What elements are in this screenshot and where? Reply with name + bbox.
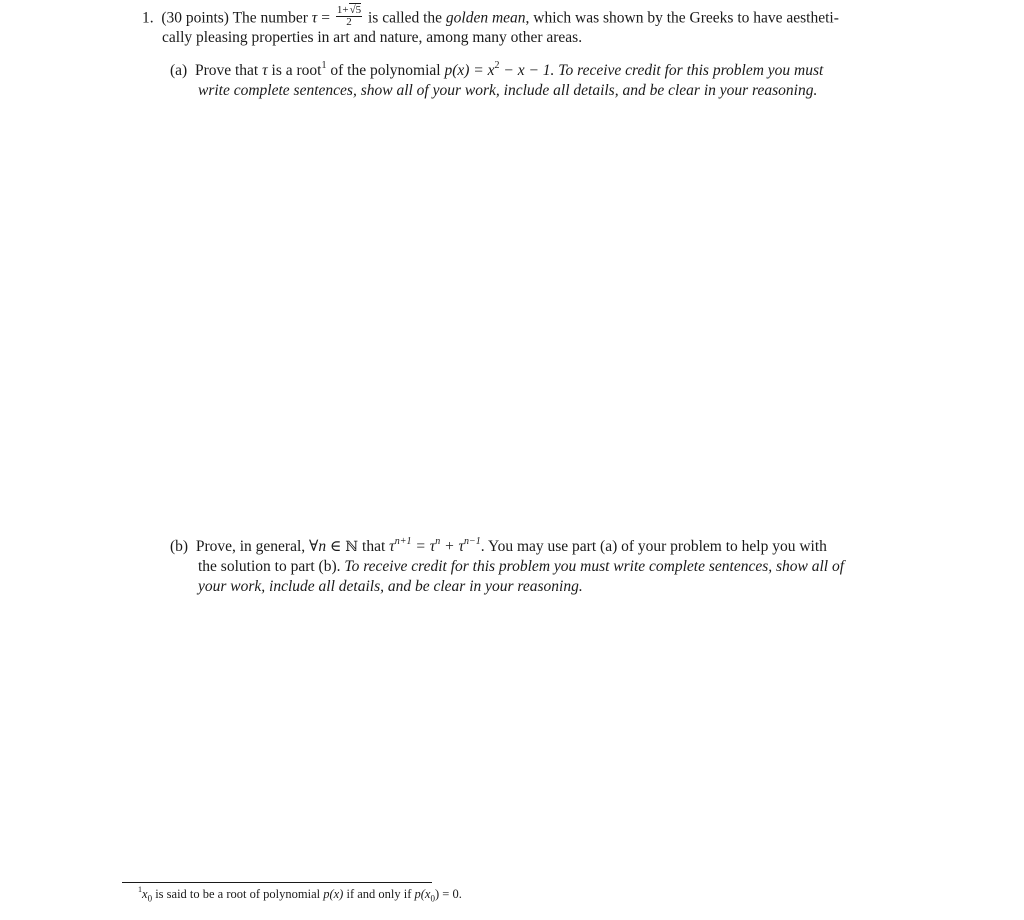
intro-text-2: is called the xyxy=(364,9,446,27)
recurrence-equation: $\tau^{n+1} = \tau^n + \tau^{n-1}$ xyxy=(389,535,481,555)
part-b-label: (b) xyxy=(170,538,189,555)
equals-sign: = xyxy=(317,9,334,27)
problem-intro-line-2: cally pleasing properties in art and nature, among many other areas. xyxy=(162,29,583,46)
part-b-line-3: your work, include all details, and be clear in your reasoning. xyxy=(198,578,583,595)
golden-fraction: $\frac{1+√5}{2}$ xyxy=(336,4,362,28)
problem-number: 1. xyxy=(142,9,154,27)
problem-points: (30 points) xyxy=(161,9,229,27)
footnote-marker: 1 xyxy=(321,59,327,71)
part-a-line-1: (a) Prove that τ is a root$^1$ of the polynomial $p(x) = x^2 - x - 1$. To receive credit for this problem you must xyxy=(170,59,824,79)
part-a-credit-1: To receive credit for this problem you must xyxy=(558,62,824,79)
polynomial: $p(x) = x^2 - x - 1$. xyxy=(444,59,559,79)
footnote: $^1x_0$ is said to be a root of polynomial p(x) if and only if $p(x_0) = 0$. xyxy=(138,884,462,904)
naturals-symbol: ℕ xyxy=(345,539,359,555)
intro-text-1: The number xyxy=(232,9,308,27)
footnote-rule xyxy=(122,882,432,883)
part-b-line-2: the solution to part (b). To receive credit for this problem you must write complete sentences, show all of xyxy=(198,558,845,575)
intro-text-3: , which was shown by the Greeks to have aestheti- xyxy=(525,9,839,27)
part-a-line-2: write complete sentences, show all of your work, include all details, and be clear in your reasoning. xyxy=(198,82,818,99)
part-b-line-1: (b) Prove, in general, ∀n ∈ ℕ that $\tau^{n+1} = \tau^n + \tau^{n-1}$. You may use part (a) of your problem to help you with xyxy=(170,535,827,555)
golden-mean-term: golden mean xyxy=(445,9,526,27)
part-a-label: (a) xyxy=(170,62,188,79)
tau-symbol: τ xyxy=(311,9,318,27)
problem-intro-line-1 xyxy=(142,4,839,30)
part-b-credit: To receive credit for this problem you must write complete sentences, show all of xyxy=(344,558,845,575)
